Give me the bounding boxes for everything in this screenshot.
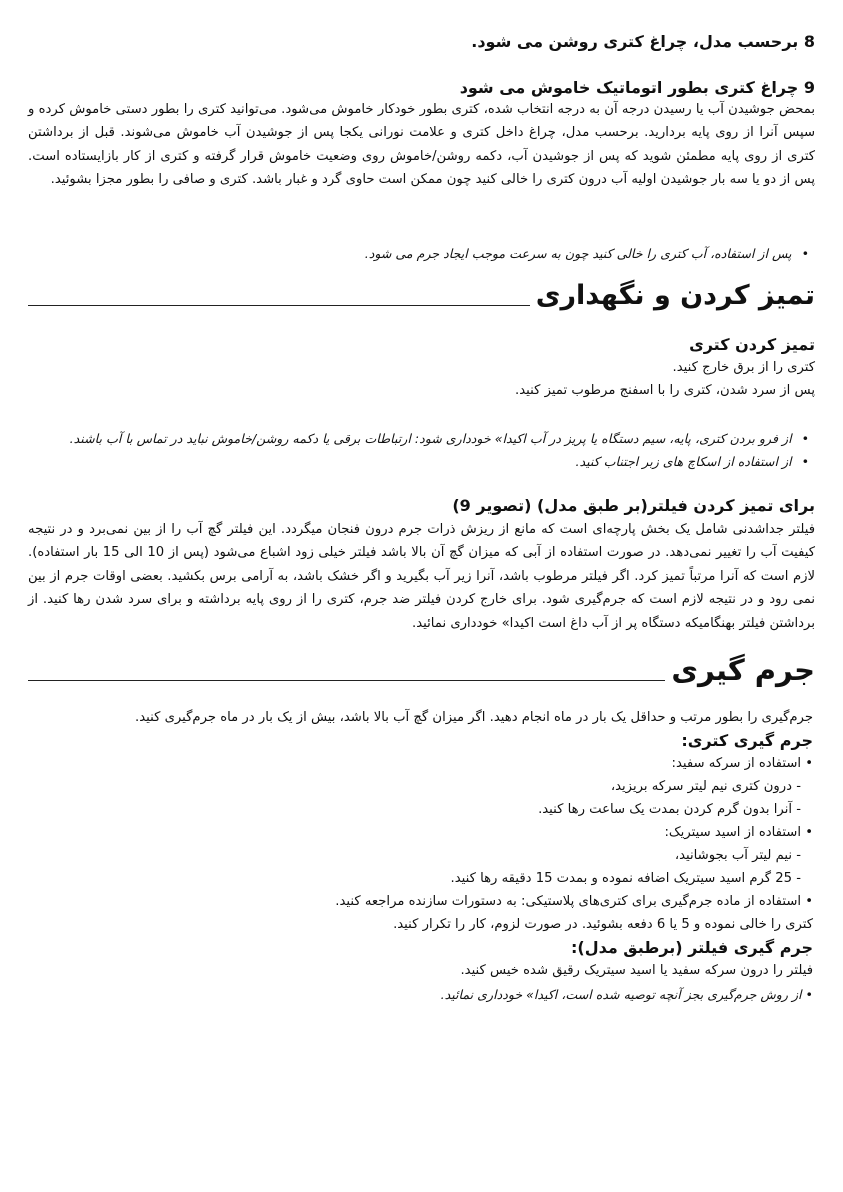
vinegar-step-2 <box>28 798 801 821</box>
vinegar-step-2-text: آنرا بدون گرم کردن بمدت یک ساعت رها کنید. <box>538 802 793 817</box>
citric-step-1 <box>28 844 801 867</box>
cleaning-note-1 <box>28 427 809 450</box>
section-descaling-title: جرم گیری <box>671 653 815 687</box>
filter-cleaning-body: فیلتر جداشدنی شامل یک بخش پارچه‌ای است که مانع از ریزش ذرات جرم درون فنجان میگردد. این فیلتر گچ آب را از بین نمی‌برد و در نتیجه کیفیت آب را تغییر نمی‌دهد. در صورت استفاده از آبی که میزان گچ آن بالا باشد فیلتر خیلی زود اشباع می‌شود (پس از 10 الی 15 بار استفاده). لازم است که آنرا مرتباً تمیز کرد. اگر فیلتر مرطوب باشد، آنرا زیر آب بگیرید و اگر خشک باشد، به آرامی برس بکشید. بعضی اوقات جرم از بین نمی رود و در نتیجه لازم است که جرم‌گیری شود. برای خارج کردن فیلتر ضد جرم، کتری را از روی پایه برداشته و برای سرد شدن رها کنید. از برداشتن فیلتر بهنگامیکه دستگاه پر از آب داغ است اکیدا» خودداری نمائید. <box>28 522 816 631</box>
descaling-warning: • از روش جرم‌گیری بجز آنچه توصیه شده است، اکیدا» خودداری نمائید. <box>440 987 813 1002</box>
descaling-intro: جرم‌گیری را بطور مرتب و حداقل یک بار در ماه انجام دهید. اگر میزان گچ آب بالا باشد، بیش از یک بار در ماه جرم‌گیری کنید. <box>135 710 813 725</box>
descaling-kettle-heading: جرم گیری کتری: <box>681 731 813 750</box>
vinegar-method: • استفاده از سرکه سفید: <box>671 756 813 771</box>
item-9-body: بمحض جوشیدن آب یا رسیدن درجه آن به درجه انتخاب شده، کتری بطور خودکار خاموش می‌شود. می‌توانید کتری را بطور دستی خاموش کرده و سپس آنرا از روی پایه بردارید. برحسب مدل، چراغ داخل کتری و علامت نورانی یکجا پس از جوشیدن آب خاموش می‌شوند. قبل از برداشتن کتری از روی پایه مطمئن شوید که پس از جوشیدن آب، دکمه روشن/خاموش روی وضعیت خاموش قرار گرفته و کتری از کار بازایستاده است. پس از دو یا سه بار جوشیدن اولیه آب درون کتری را خالی کنید چون ممکن است حاوی گرد و غبار باشد. کتری و صافی را بطور مجزا بشوئید. <box>28 102 815 188</box>
item-9-note <box>28 242 809 265</box>
section-descaling-header <box>28 650 815 690</box>
section-cleaning-header <box>28 277 815 315</box>
cleaning-kettle-heading: تمیز کردن کتری <box>689 335 815 354</box>
item-8-heading: 8 برحسب مدل، چراغ کتری روشن می شود. <box>471 32 815 51</box>
rinse-instruction: کتری را خالی نموده و 5 یا 6 دفعه بشوئید. در صورت لزوم، کار را تکرار کنید. <box>393 917 813 932</box>
descaling-filter-line: فیلتر را درون سرکه سفید یا اسید سیتریک رقیق شده خیس کنید. <box>460 963 813 978</box>
cleaning-note-2-text: از استفاده از اسکاچ های زبر اجتناب کنید. <box>575 454 792 469</box>
cleaning-kettle-line-1: کتری را از برق خارج کنید. <box>672 360 815 375</box>
citric-step-2-text: 25 گرم اسید سیتریک اضافه نموده و بمدت 15 دقیقه رها کنید. <box>450 871 793 886</box>
citric-step-1-text: نیم لیتر آب بجوشانید، <box>674 848 793 863</box>
item-9-heading: 9 چراغ کتری بطور اتوماتیک خاموش می شود <box>459 78 815 97</box>
section-cleaning-title: تمیز کردن و نگهداری <box>535 280 815 311</box>
item-9-note-text: پس از استفاده، آب کتری را خالی کنید چون به سرعت موجب ایجاد جرم می شود. <box>364 246 792 261</box>
vinegar-step-1-text: درون کتری نیم لیتر سرکه بریزید، <box>610 779 793 794</box>
section-divider <box>28 305 530 306</box>
citric-step-2 <box>28 867 801 890</box>
plastic-kettle-method: • استفاده از ماده جرم‌گیری برای کتری‌های پلاستیکی: به دستورات سازنده مراجعه کنید. <box>335 894 813 909</box>
cleaning-kettle-line-2: پس از سرد شدن، کتری را با اسفنج مرطوب تمیز کنید. <box>515 383 815 398</box>
cleaning-note-1-text: از فرو بردن کتری، پایه، سیم دستگاه یا پریز در آب اکیدا» خودداری شود: ارتباطات برقی یا دکمه روشن/خاموش نباید در تماس با آب باشند. <box>69 431 792 446</box>
descaling-filter-heading: جرم گیری فیلتر (برطبق مدل): <box>570 938 813 957</box>
section-divider <box>28 680 665 681</box>
filter-cleaning-heading: برای تمیز کردن فیلتر(بر طبق مدل) (تصویر 9) <box>452 496 815 515</box>
cleaning-note-2 <box>28 450 809 473</box>
citric-method: • استفاده از اسید سیتریک: <box>664 825 813 840</box>
vinegar-step-1 <box>28 775 801 798</box>
